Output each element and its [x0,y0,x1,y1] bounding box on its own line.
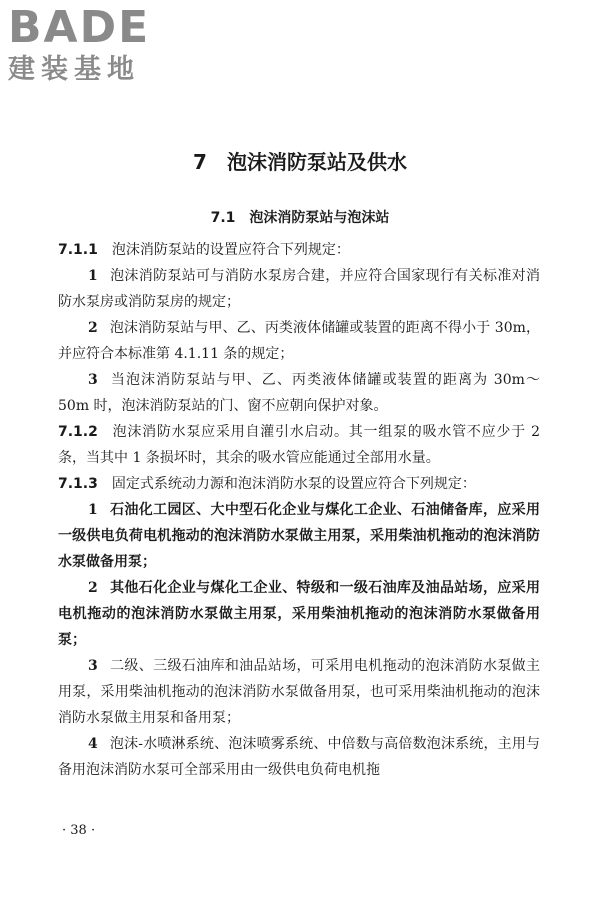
clause-text: 泡沫消防泵站的设置应符合下列规定： [111,242,350,258]
chapter-number: 7 [193,150,207,174]
clause-number: 7.1.3 [58,476,98,492]
item-number: 3 [88,658,98,674]
item-text: 泡沫-水喷淋系统、泡沫喷雾系统、中倍数与高倍数泡沫系统，主用与备用泡沫消防水泵可全部采用由一级供电负荷电机拖 [58,736,540,778]
section-title-text: 泡沫消防泵站与泡沫站 [249,210,390,226]
item-number: 2 [88,320,98,336]
chapter-title [0,146,600,175]
clause-item [58,315,540,367]
clause-7-1-3 [58,471,540,497]
item-text: 其他石化企业与煤化工企业、特级和一级石油库及油品站场，应采用电机拖动的泡沫消防水泵做主用泵，采用柴油机拖动的泡沫消防水泵做备用泵； [58,580,540,648]
page-number: · 38 · [62,823,96,838]
item-number: 4 [88,736,98,752]
clause-text: 泡沫消防水泵应采用自灌引水启动。其一组泵的吸水管不应少于 2 条，当其中 1 条损坏时，其余的吸水管应能通过全部用水量。 [58,424,540,466]
logo-chinese-text: 建装基地 [8,54,140,85]
chapter-title-text: 泡沫消防泵站及供水 [226,150,407,174]
section-title [0,207,600,227]
item-text: 石油化工园区、大中型石化企业与煤化工企业、石油储备库，应采用一级供电负荷电机拖动的泡沫消防水泵做主用泵，采用柴油机拖动的泡沫消防水泵做备用泵； [58,502,540,570]
item-text: 泡沫消防泵站与甲、乙、丙类液体储罐或装置的距离不得小于 30m，并应符合本标准第 4.1.11 条的规定； [58,320,540,362]
clause-number: 7.1.2 [58,424,98,440]
bade-logo [8,4,178,86]
logo-wordmark: BADE [8,2,151,53]
clause-item-mandatory [58,497,540,575]
clause-text: 固定式系统动力源和泡沫消防水泵的设置应符合下列规定： [111,476,476,492]
clause-7-1-1 [58,237,540,263]
item-text: 泡沫消防泵站可与消防水泵房合建，并应符合国家现行有关标准对消防水泵房或消防泵房的规定； [58,268,540,310]
clause-item-mandatory [58,575,540,653]
item-number: 2 [88,580,98,596]
item-number: 1 [88,502,98,518]
section-number: 7.1 [210,210,236,226]
clause-item [58,263,540,315]
item-number: 3 [88,372,98,388]
item-text: 二级、三级石油库和油品站场，可采用电机拖动的泡沫消防水泵做主用泵，采用柴油机拖动的泡沫消防水泵做备用泵，也可采用柴油机拖动的泡沫消防水泵做主用泵和备用泵； [58,658,540,726]
clause-item [58,367,540,419]
item-number: 1 [88,268,98,284]
clause-item [58,731,540,783]
clause-7-1-2 [58,419,540,471]
body-text [58,237,540,783]
clause-number: 7.1.1 [58,242,98,258]
item-text: 当泡沫消防泵站与甲、乙、丙类液体储罐或装置的距离为 30m～50m 时，泡沫消防泵站的门、窗不应朝向保护对象。 [58,372,540,414]
clause-item [58,653,540,731]
